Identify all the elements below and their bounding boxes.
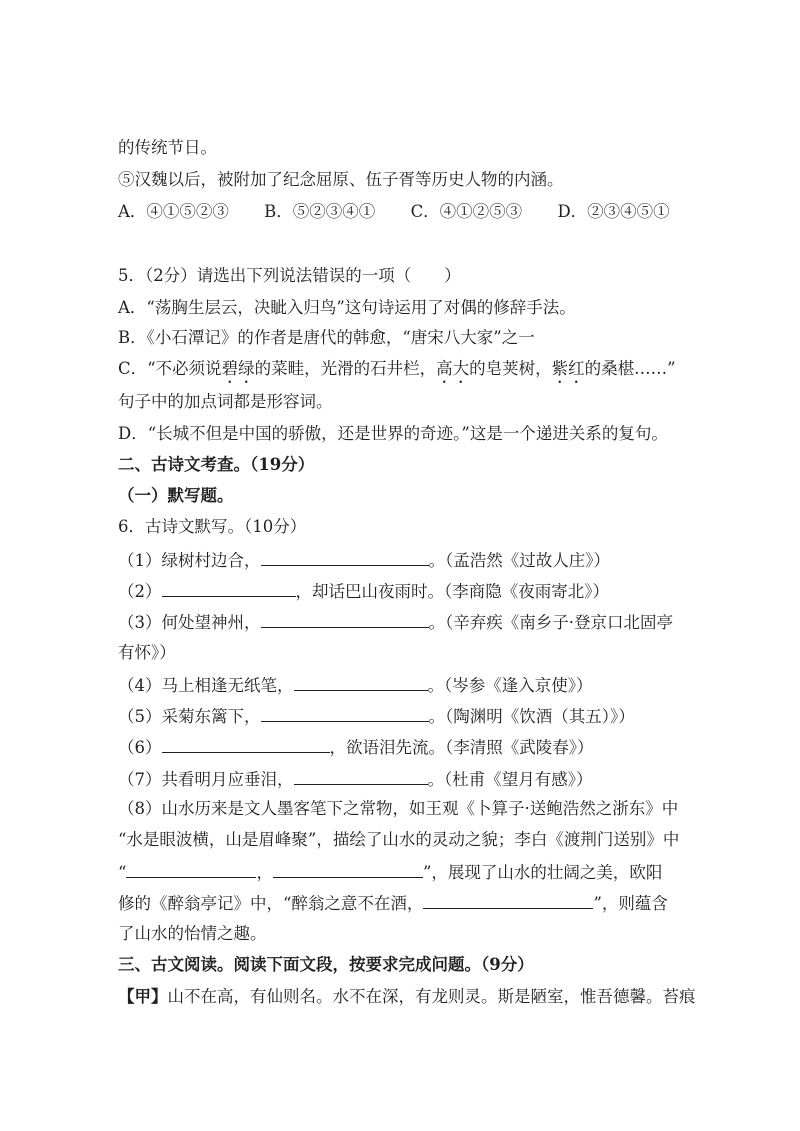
text-span: 的皂荚树，	[469, 359, 552, 378]
poem-item-5	[118, 703, 698, 729]
answer-blank[interactable]	[294, 672, 428, 691]
answer-blank[interactable]	[261, 547, 429, 566]
text-span: 。（孟浩然《过故人庄》）	[428, 551, 610, 570]
passage-jia	[118, 985, 698, 1009]
dotted-word: 高大	[436, 359, 470, 378]
section-2-heading: 二、古诗文考查。（19分）	[118, 455, 315, 474]
text-span: 。（岑参《逢入京使》）	[427, 676, 593, 695]
option-c: C．④①②⑤③	[410, 202, 523, 221]
question-6: 6．古诗文默写。（10分）	[118, 517, 307, 536]
answer-blank[interactable]	[261, 609, 429, 628]
answer-blank[interactable]	[261, 703, 429, 722]
option-a: A．④①⑤②③	[118, 202, 229, 221]
text-span: （1）绿树村边合，	[118, 551, 261, 570]
q5-option-b: B．《小石潭记》的作者是唐代的韩愈，“唐宋八大家”之一	[118, 328, 535, 347]
text-span: （4）马上相逢无纸笔，	[118, 676, 294, 695]
q5-option-a: A．“荡胸生层云，决眦入归鸟”这句诗运用了对偶的修辞手法。	[118, 298, 576, 317]
text-span: 。（杜甫《望月有感》）	[427, 770, 593, 789]
text-span: （7）共看明月应垂泪，	[118, 770, 294, 789]
text-span: 。（陶渊明《饮酒（其五）》）	[428, 707, 635, 726]
answer-blank[interactable]	[273, 859, 423, 878]
text-line: “水是眼波横，山是眉峰聚”，描绘了山水的灵动之貌；李白《渡荆门送别》中	[118, 830, 680, 849]
text-line: 了山水的怡情之趣。	[118, 924, 267, 943]
text-span: 的菜畦，光滑的石井栏，	[254, 359, 437, 378]
dotted-word: 紫红	[551, 359, 585, 378]
q5-option-c	[118, 357, 698, 387]
passage-label: 【甲】	[118, 987, 168, 1006]
text-span: 山不在高，有仙则名。水不在深，有龙则灵。斯是陋室，惟吾德馨。苔痕	[167, 987, 696, 1006]
poem-item-8-blanks	[118, 859, 698, 885]
option-d: D．②③④⑤①	[557, 202, 670, 221]
section-3-heading: 三、古文阅读。阅读下面文段，按要求完成问题。（9分）	[118, 955, 534, 974]
poem-item-6	[118, 734, 698, 760]
answer-blank[interactable]	[294, 766, 428, 785]
poem-item-2	[118, 578, 698, 604]
text-span: ，	[256, 863, 273, 882]
text-span: （5）采菊东篱下，	[118, 707, 261, 726]
poem-item-8: （8）山水历来是文人墨客笔下之常物，如王观《卜算子·送鲍浩然之浙东》中	[118, 799, 679, 818]
text-span: ，却话巴山夜雨时。（李商隐《夜雨寄北》）	[295, 582, 609, 601]
text-line: 有怀》）	[118, 643, 176, 662]
q5-option-d: D．“长城不但是中国的骄傲，还是世界的奇迹。”这是一个递进关系的复句。	[118, 424, 668, 443]
poem-item-1	[118, 547, 698, 573]
text-span: 修的《醉翁亭记》中，“醉翁之意不在酒，	[118, 894, 424, 913]
text-span: （2）	[118, 582, 162, 601]
text-span: ”，展现了山水的壮阔之美，欧阳	[422, 863, 663, 882]
poem-item-8-blank-2	[118, 890, 698, 916]
option-b: B．⑤②③④①	[264, 202, 376, 221]
text-span: 的桑椹……”	[584, 359, 676, 378]
text-span: ”，则蕴含	[593, 894, 668, 913]
text-line: 的传统节日。	[118, 138, 217, 157]
poem-item-4	[118, 672, 698, 698]
answer-blank[interactable]	[162, 734, 330, 753]
text-span: （6）	[118, 738, 162, 757]
poem-item-7	[118, 766, 698, 792]
text-line: 句子中的加点词都是形容词。	[118, 392, 333, 411]
answer-blank[interactable]	[126, 859, 256, 878]
text-span: （3）何处望神州，	[118, 613, 261, 632]
answer-blank[interactable]	[162, 578, 296, 597]
text-span: “	[118, 863, 127, 882]
text-span: ，欲语泪先流。（李清照《武陵春》）	[329, 738, 594, 757]
text-line: ⑤汉魏以后，被附加了纪念屈原、伍子胥等历史人物的内涵。	[118, 170, 564, 189]
q4-options	[118, 200, 698, 224]
poem-item-3	[118, 609, 698, 635]
subsection-heading: （一）默写题。	[118, 486, 234, 505]
text-span: 。（辛弃疾《南乡子·登京口北固亭	[428, 613, 673, 632]
question-5: 5．（2分）请选出下列说法错误的一项（ ）	[118, 266, 461, 285]
text-span: C．“不必须说	[118, 359, 222, 378]
answer-blank[interactable]	[423, 890, 593, 909]
dotted-word: 碧绿	[221, 359, 255, 378]
